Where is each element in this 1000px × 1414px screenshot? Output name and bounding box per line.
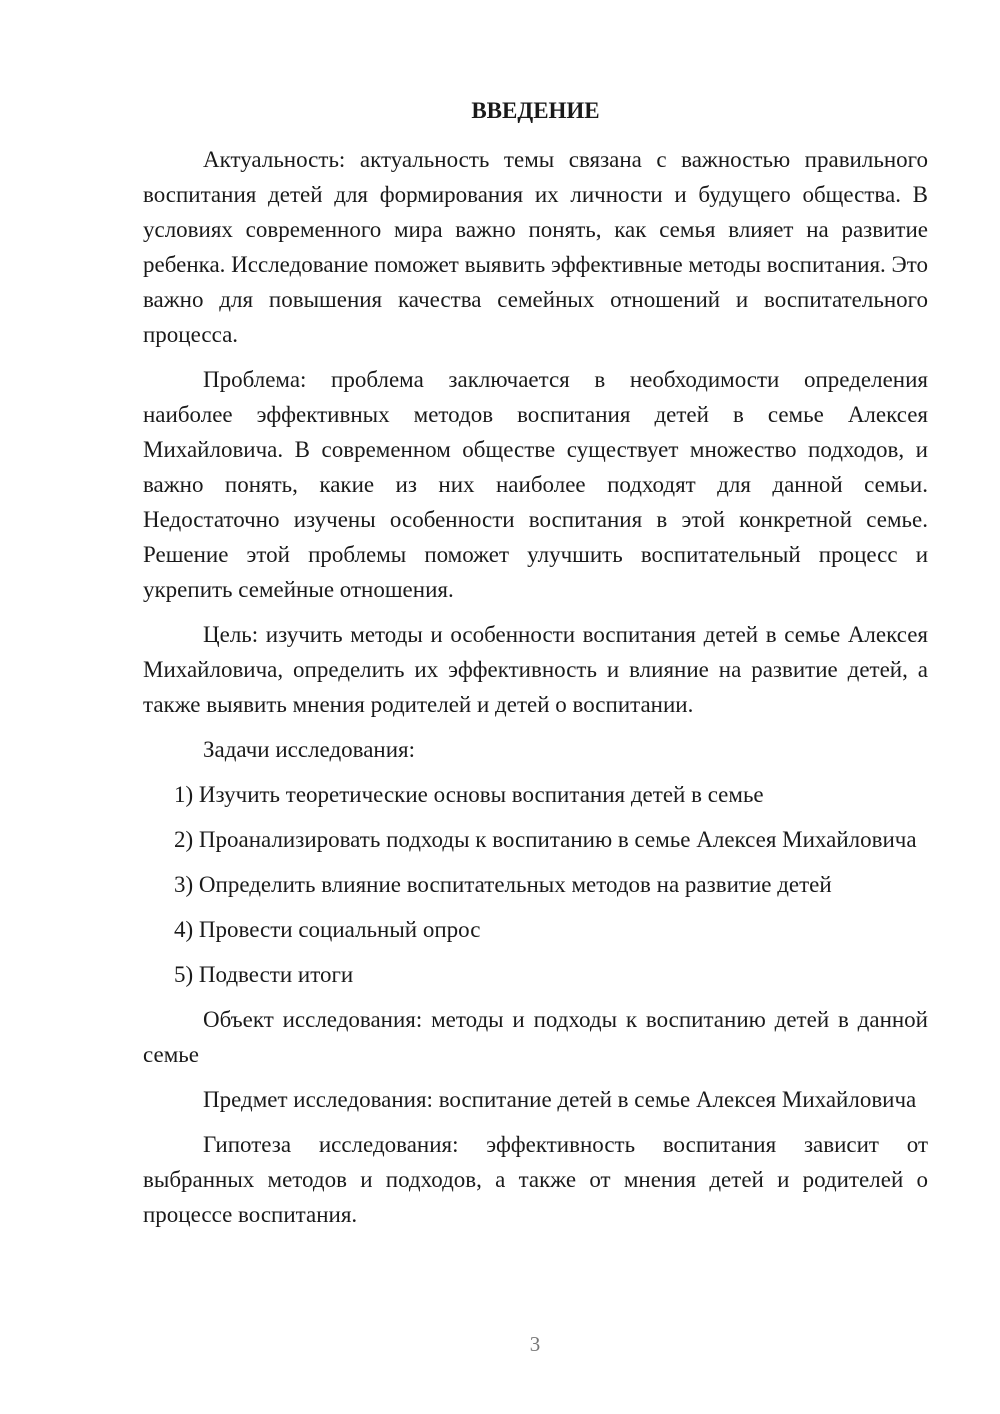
section-title: ВВЕДЕНИЕ <box>471 98 600 123</box>
object-paragraph: Объект исследования: методы и подходы к воспитанию детей в данной семье <box>143 1007 928 1067</box>
goal-paragraph: Цель: изучить методы и особенности воспитания детей в семье Алексея Михайловича, определить их эффективность и влияние на развитие детей, а также выявить мнения родителей и детей о воспитании. <box>143 622 928 717</box>
task-item: 1) Изучить теоретические основы воспитания детей в семье <box>174 782 764 807</box>
problem-paragraph: Проблема: проблема заключается в необходимости определения наиболее эффективных методов воспитания детей в семье Алексея Михайловича. В современном обществе существует множество подходов, и важно понять, какие из них наиболее подходят для данной семьи. Недостаточно изучены особенности воспитания в этой конкретной семье. Решение этой проблемы поможет улучшить воспитательный процесс и укрепить семейные отношения. <box>143 367 928 602</box>
task-item: 5) Подвести итоги <box>174 962 354 987</box>
page-number: 3 <box>529 1332 541 1356</box>
tasks-list <box>143 777 928 992</box>
task-item: 4) Провести социальный опрос <box>174 917 481 942</box>
subject-paragraph: Предмет исследования: воспитание детей в семье Алексея Михайловича <box>203 1087 917 1112</box>
task-item: 3) Определить влияние воспитательных методов на развитие детей <box>174 872 832 897</box>
task-item: 2) Проанализировать подходы к воспитанию в семье Алексея Михайловича <box>174 827 917 852</box>
tasks-heading: Задачи исследования: <box>203 737 416 762</box>
hypothesis-paragraph: Гипотеза исследования: эффективность воспитания зависит от выбранных методов и подходов, а также от мнения детей и родителей о процессе воспитания. <box>143 1132 928 1227</box>
relevance-paragraph: Актуальность: актуальность темы связана с важностью правильного воспитания детей для формирования их личности и будущего общества. В условиях современного мира важно понять, как семья влияет на развитие ребенка. Исследование поможет выявить эффективные методы воспитания. Это важно для повышения качества семейных отношений и воспитательного процесса. <box>143 147 928 347</box>
page-content <box>143 96 928 1242</box>
